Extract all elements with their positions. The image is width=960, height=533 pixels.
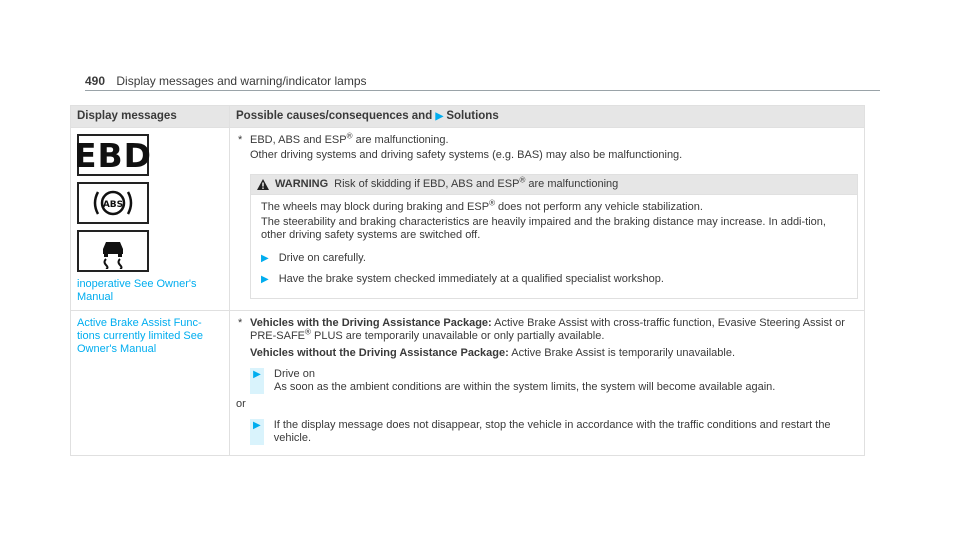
ebd-icon (73, 134, 153, 176)
solution-step-text: If the display message does not disappear, stop the vehicle in accordance with the traffic conditions and restart the vehicle. (273, 419, 831, 444)
cause-line-2: Other driving systems and driving safety systems (e.g. BAS) may also be malfunctioning. (250, 149, 683, 161)
causes-cell (230, 311, 865, 456)
skid-icon (77, 230, 149, 272)
display-message-cell: Active Brake Assist Func-tions currently limited See Owner's Manual (71, 311, 230, 456)
cause-line (236, 131, 858, 147)
without-package-label: Vehicles without the Driving Assistance Package: (250, 347, 509, 359)
solution-step-text: Have the brake system checked immediately at a qualified specialist workshop. (278, 273, 664, 285)
warning-paragraph-1 (261, 198, 847, 214)
warning-title: Risk of skidding if EBD, ABS and ESP (334, 178, 520, 190)
solution-step (236, 419, 858, 445)
warning-p1-suffix: does not perform any vehicle stabilization. (498, 201, 703, 213)
display-message-text: inoperative See Owner's Manual (77, 278, 197, 303)
or-label: or (236, 398, 246, 410)
warning-p1-text: The wheels may block during braking and ESP (261, 201, 490, 213)
warning-header (251, 175, 857, 194)
warning-title-suffix: are malfunctioning (528, 178, 619, 190)
solution-step (261, 252, 847, 265)
registered-mark: ® (305, 327, 311, 337)
registered-mark: ® (519, 175, 526, 185)
table-header-row (71, 106, 865, 128)
page-title: Display messages and warning/indicator lamps (116, 74, 367, 88)
table-row (71, 128, 865, 311)
display-messages-table (70, 105, 865, 456)
play-arrow-icon: ▶ (261, 274, 269, 285)
column-header-causes (230, 106, 865, 128)
display-message-cell (71, 128, 230, 311)
ebd-icon-text: EBD (73, 135, 153, 175)
registered-mark: ® (489, 198, 495, 208)
registered-mark: ® (346, 131, 353, 141)
play-arrow-icon: ▶ (250, 419, 264, 445)
warning-label: WARNING (275, 178, 329, 190)
solution-step-title: Drive on (274, 368, 315, 380)
svg-text:ABS: ABS (102, 200, 124, 210)
play-arrow-icon: ▶ (261, 253, 269, 264)
causes-cell (230, 128, 865, 311)
cause-line (236, 317, 858, 343)
with-package-label: Vehicles with the Driving Assistance Package: (250, 317, 492, 329)
solution-step (236, 368, 858, 394)
solution-step-text: Drive on carefully. (278, 252, 366, 264)
cause-text: EBD, ABS and ESP (250, 134, 347, 146)
header-divider (85, 90, 880, 91)
table-row (71, 311, 865, 456)
asterisk: * (238, 134, 243, 146)
solution-step-text: As soon as the ambient conditions are within the system limits, the system will become available again. (274, 381, 776, 393)
with-package-text-suffix: PLUS are temporarily unavailable or only partially available. (313, 330, 605, 342)
causes-header-label: Possible causes/consequences and (236, 110, 433, 122)
page-header (85, 74, 367, 88)
warning-paragraph-2: The steerability and braking characteristics are heavily impaired and the braking distance may increase. In addi-tion, other driving safety systems are switched off. (261, 216, 826, 241)
page-number: 490 (85, 74, 106, 88)
asterisk: * (238, 317, 243, 329)
without-package-line (236, 347, 858, 360)
play-arrow-icon: ▶ (250, 368, 264, 394)
column-header-display-messages: Display messages (71, 106, 230, 128)
play-arrow-icon: ▶ (435, 111, 444, 122)
warning-box (250, 174, 858, 299)
abs-icon (77, 182, 149, 224)
warning-body (251, 194, 857, 298)
solution-step (261, 273, 847, 286)
without-package-text: Active Brake Assist is temporarily unavailable. (511, 347, 736, 359)
warning-triangle-icon (257, 179, 269, 190)
cause-text-suffix: are malfunctioning. (355, 134, 449, 146)
solutions-header-label: Solutions (446, 110, 499, 122)
with-package-text: Active Brake Assist with cross-traffic function, Evasive Steering Assist or PRE-SAFE (250, 317, 845, 342)
